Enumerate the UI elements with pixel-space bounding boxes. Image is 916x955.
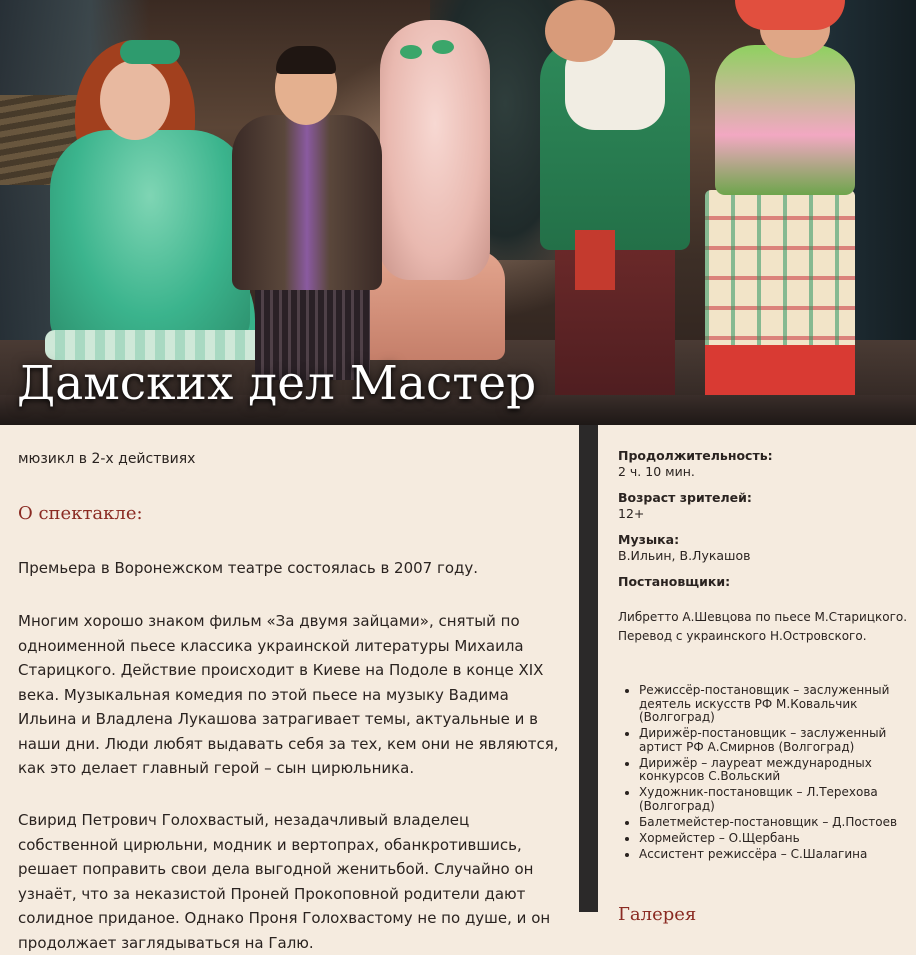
page-title: Дамских дел Мастер bbox=[17, 356, 537, 411]
crew-list bbox=[618, 684, 910, 864]
crew-item: • Режиссёр-постановщик – заслуженный деятель искусств РФ М.Ковальчик (Волгоград) bbox=[639, 684, 910, 725]
age-value: 12+ bbox=[618, 506, 645, 521]
about-paragraph: Свирид Петрович Голохвастый, незадачливый владелец собственной цирюльни, модник и вертопрах, обанкротившись, решает поправить свои дела выгодной женитьбой. Случайно он узнаёт, что за неказистой Проней Прокоповной родители дают солидное приданое. Однако Проня Голохвастому не по душе, и он продолжает заглядываться на Галю. bbox=[18, 811, 551, 952]
music-value: В.Ильин, В.Лукашов bbox=[618, 548, 751, 563]
music-label: Музыка: bbox=[618, 532, 680, 547]
age-label: Возраст зрителей: bbox=[618, 490, 752, 505]
hero-photo bbox=[0, 0, 916, 425]
crew-item: • Художник-постановщик – Л.Терехова (Волгоград) bbox=[639, 786, 910, 813]
crew-item: • Ассистент режиссёра – С.Шалагина bbox=[639, 848, 910, 862]
column-divider bbox=[579, 425, 598, 912]
producers-label: Постановщики: bbox=[618, 574, 731, 589]
info-sidebar bbox=[618, 425, 916, 925]
show-genre: мюзикл в 2-х действиях bbox=[18, 451, 196, 467]
crew-item: • Дирижёр – лауреат международных конкурсов С.Вольский bbox=[639, 757, 910, 784]
gallery-heading[interactable]: Галерея bbox=[618, 904, 697, 925]
crew-item: • Хормейстер – О.Щербань bbox=[639, 832, 910, 846]
crew-item: • Дирижёр-постановщик – заслуженный артист РФ А.Смирнов (Волгоград) bbox=[639, 727, 910, 754]
duration-value: 2 ч. 10 мин. bbox=[618, 464, 695, 479]
libretto-text: Либретто А.Шевцова по пьесе М.Старицкого. Перевод с украинского Н.Островского. bbox=[618, 610, 908, 643]
crew-item: • Балетмейстер-постановщик – Д.Постоев bbox=[639, 816, 910, 830]
duration-label: Продолжительность: bbox=[618, 448, 773, 463]
about-paragraph: Премьера в Воронежском театре состоялась в 2007 году. bbox=[18, 559, 479, 577]
about-paragraph: Многим хорошо знаком фильм «За двумя зайцами», снятый по одноименной пьесе классика украинской литературы Михаила Старицкого. Действие происходит в Киеве на Подоле в конце XIX века. Музыкальная комедия по этой пьесе на музыку Вадима Ильина и Владлена Лукашова затрагивает темы, актуальные и в наши дни. Люди любят выдавать себя за тех, кем они не являются, как это делает главный герой – сын цирюльника. bbox=[18, 612, 559, 777]
about-heading: О спектакле: bbox=[18, 503, 143, 524]
main-content bbox=[18, 425, 563, 952]
